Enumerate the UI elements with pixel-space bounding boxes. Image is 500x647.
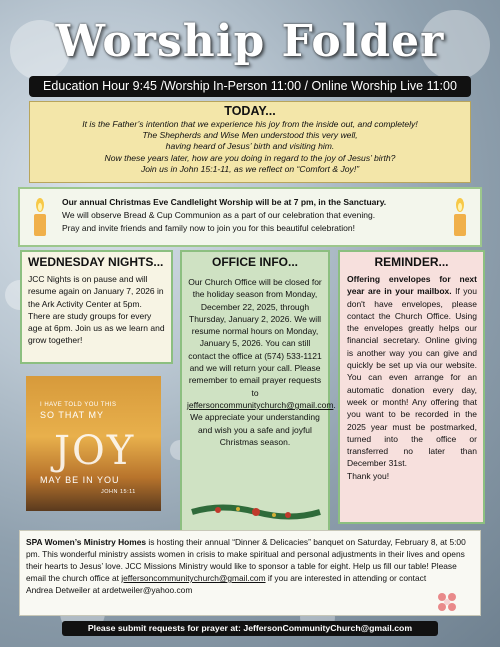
spa-title: SPA Women’s Ministry Homes (26, 537, 147, 547)
christmas-eve-box (18, 187, 482, 247)
reminder-thanks: Thank you! (347, 470, 390, 481)
reminder-box (338, 250, 485, 524)
spa-body (26, 536, 466, 596)
today-line: The Shepherds and Wise Men understood this very well, (142, 130, 358, 141)
office-body (187, 276, 336, 448)
reminder-bold: Offering envelopes for next year are in your mailbox. (347, 274, 477, 297)
joy-word: JOY (54, 428, 136, 474)
office-info-box (180, 250, 336, 576)
spa-contact-line: Andrea Detweiler at ardetweiler@yahoo.com (26, 585, 193, 595)
today-line: Now these years later, how are you doing in regard to the joy of Jesus’ birth? (104, 152, 396, 163)
office-email-link[interactable]: jeffersoncommunitychurch@gmail.com (187, 399, 334, 410)
joy-scripture-image (26, 376, 161, 511)
flower-icon (434, 589, 460, 615)
garland-icon (188, 501, 324, 523)
wednesday-heading: WEDNESDAY NIGHTS... (28, 255, 164, 269)
spa-text: is hosting their annual “Dinner & Delicacies” banquet on Saturday, February 8, at 5:00 pm. This wonderful ministry assists women in crisis to make spiritual and personal adjustments in their lives and opens their hearts to Jesus’ love. JCC Missions Ministry would like to sponsor a table for eight. Help us fill our table! Please email the church office at (26, 537, 466, 583)
candle-icon (30, 197, 50, 237)
office-text: Our Church Office will be closed for the holiday season from Monday, December 22, 2025, through Thursday, January 2, 2026. We will resume normal hours on Monday, January 5, 2026. You can still contact the office at (574) 533-1121 and we will return your call. Please remember to email prayer requests to (188, 277, 322, 398)
today-line: Join us in John 15:1-11, as we reflect on “Comfort & Joy!” (140, 163, 360, 174)
spa-text: if you are interested in attending or contact (265, 573, 427, 583)
today-line: having heard of Jesus’ birth and visiting him. (165, 141, 335, 152)
today-heading: TODAY... (224, 104, 276, 118)
christmas-eve-line: Pray and invite friends and family now to join you for this beautiful celebration! (62, 223, 355, 233)
spa-email-link[interactable]: jeffersoncommunitychurch@gmail.com (121, 573, 266, 583)
christmas-eve-headline: Our annual Christmas Eve Candlelight Worship will be at 7 pm, in the Sanctuary. (62, 197, 387, 207)
joy-line: SO THAT MY (40, 410, 105, 420)
office-text: . We appreciate your understanding and wish you a safe and joyful Christmas season. (190, 399, 336, 447)
page-title: Worship Folder (55, 16, 445, 67)
joy-line: MAY BE IN YOU (40, 475, 120, 485)
wednesday-body: JCC Nights is on pause and will resume again on January 7, 2026 in the Ark Activity Center at 5pm. There are study groups for every age at 6pm. Join us as we learn and grow together! (28, 274, 165, 346)
candle-icon (450, 197, 470, 237)
today-box (29, 101, 471, 183)
christmas-eve-text (62, 196, 438, 235)
today-body (30, 119, 470, 175)
reminder-text: If you don't have envelopes, please contact the Church Office. Using the envelopes greatly helps our financial secretary. Online giving is another way you can give and quickly be set up via our website. You can even arrange for an automatic donation every day, week or month! Any offering that you want to be recorded in the 2025 year must be postmarked, turned into the office or transferred no later than December 31st. (347, 286, 478, 469)
joy-line: I HAVE TOLD YOU THIS (40, 402, 117, 408)
christmas-eve-line: We will observe Bread & Cup Communion as a part of our celebration that evening. (62, 210, 376, 220)
joy-reference: JOHN 15:11 (101, 489, 136, 495)
wednesday-nights-box (20, 250, 173, 364)
spa-ministry-box (19, 530, 481, 616)
reminder-body (347, 273, 477, 482)
office-heading: OFFICE INFO... (212, 255, 298, 269)
service-hours-banner: Education Hour 9:45 /Worship In-Person 11:00 / Online Worship Live 11:00 (29, 76, 471, 97)
reminder-heading: REMINDER... (374, 255, 449, 269)
today-line: It is the Father’s intention that we experience his joy from the inside out, and completely! (82, 119, 418, 129)
prayer-request-banner: Please submit requests for prayer at: JeffersonCommunityChurch@gmail.com (62, 621, 438, 636)
